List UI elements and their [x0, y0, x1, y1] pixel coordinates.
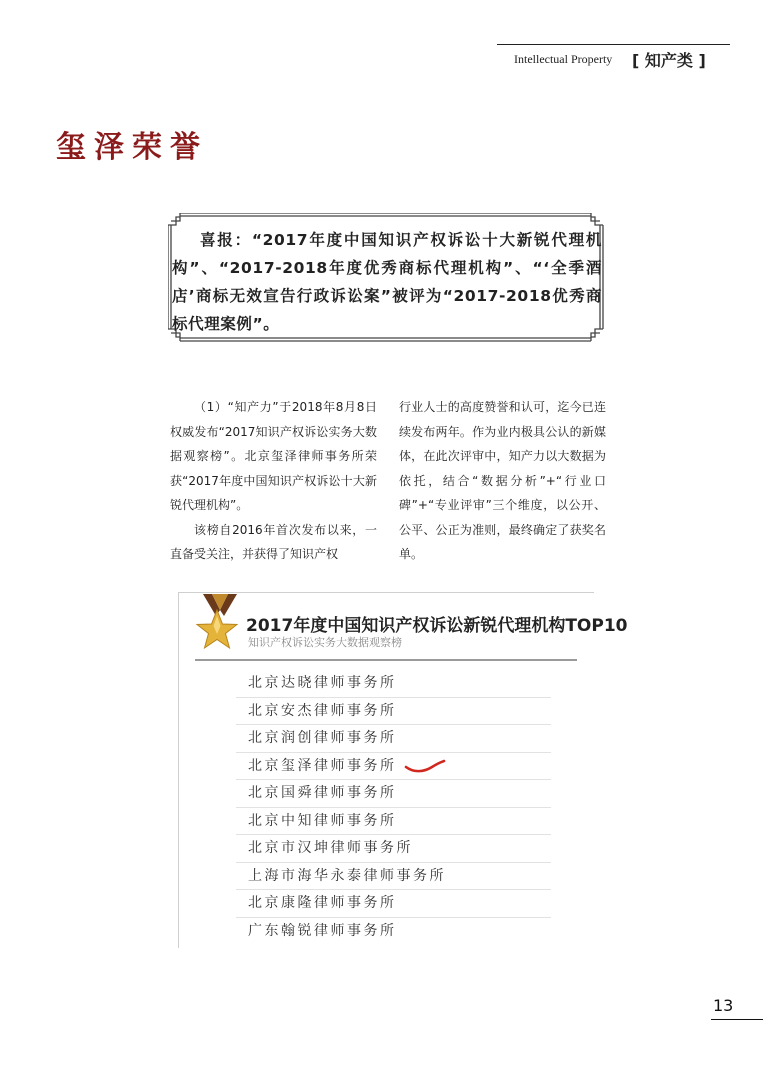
ranking-item: 北京市汉坤律师事务所	[236, 835, 551, 863]
ranking-item: 北京中知律师事务所	[236, 808, 551, 836]
image-edge	[178, 592, 179, 948]
ranking-item-highlighted: 北京玺泽律师事务所	[236, 753, 551, 781]
header-category-chinese: [ 知产类 ]	[632, 51, 706, 70]
ranking-item: 北京达晓律师事务所	[236, 670, 551, 698]
ranking-item: 北京康隆律师事务所	[236, 890, 551, 918]
ranking-item: 上海市海华永泰律师事务所	[236, 863, 551, 891]
ranking-item: 广东翰锐律师事务所	[248, 922, 397, 939]
section-title: 玺泽荣誉	[56, 130, 208, 165]
ranking-item: 北京安杰律师事务所	[236, 698, 551, 726]
page-number: 13	[713, 996, 734, 1015]
ranking-item: 北京润创律师事务所	[236, 725, 551, 753]
image-edge	[178, 592, 594, 593]
article-paragraph: 该榜自2016年首次发布以来，一直备受关注，并获得了知识产权	[170, 522, 377, 561]
gold-star-medal-icon	[195, 608, 239, 652]
article-paragraph: （1）“知产力”于2018年8月8日权威发布“2017知识产权诉讼实务大数据观察榜”。北京玺泽律师事务所荣获“2017年度中国知识产权诉讼十大新锐代理机构”。	[170, 400, 377, 512]
page-number-rule	[711, 1019, 763, 1020]
header-category-english: Intellectual Property	[514, 52, 613, 66]
ranking-subtitle: 知识产权诉讼实务大数据观察榜	[248, 636, 402, 649]
ranking-title: 2017年度中国知识产权诉讼新锐代理机构TOP10	[246, 616, 628, 636]
announcement-text: 喜报：“2017年度中国知识产权诉讼十大新锐代理机构”、“2017-2018年度优秀商标代理机构”、“‘全季酒店’商标无效宣告行政诉讼案”被评为“2017-2018优秀商标代理案例”。	[172, 231, 602, 333]
ranking-item: 北京国舜律师事务所	[236, 780, 551, 808]
ranking-divider	[195, 659, 577, 661]
header-rule	[497, 44, 730, 45]
red-underline-mark-icon	[404, 758, 446, 774]
article-paragraph: 行业人士的高度赞誉和认可，迄今已连续发布两年。作为业内极具公认的新媒体，在此次评审中，知产力以大数据为依托，结合“数据分析”+“行业口碑”+“专业评审”三个维度，以公开、公平、公正为准则，最终确定了获奖名单。	[399, 400, 606, 561]
article-column-left	[170, 395, 377, 567]
article-column-right	[399, 395, 606, 567]
ranking-list	[236, 670, 551, 945]
